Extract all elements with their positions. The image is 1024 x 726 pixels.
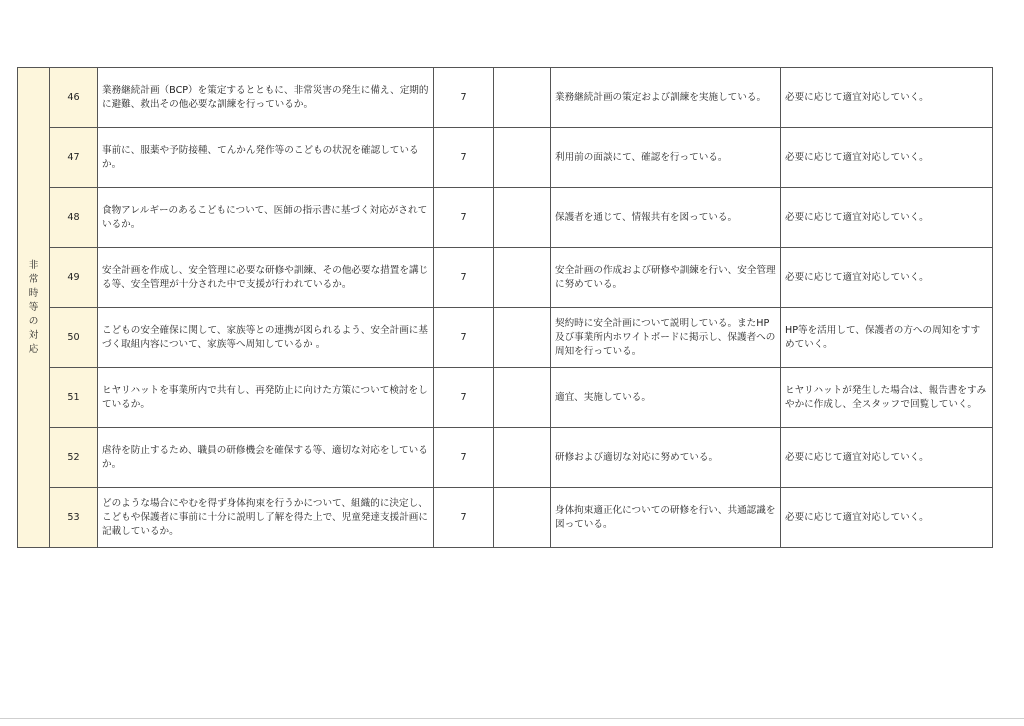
table-row — [18, 428, 993, 488]
plan-text: 必要に応じて適宜対応していく。 — [781, 488, 993, 548]
yes-count: 7 — [434, 488, 494, 548]
plan-text: 必要に応じて適宜対応していく。 — [781, 68, 993, 128]
status-text: 業務継続計画の策定および訓練を実施している。 — [551, 68, 781, 128]
table-row — [18, 68, 993, 128]
status-text: 契約時に安全計画について説明している。またHP及び事業所内ホワイトボードに掲示し、保護者への周知を行っている。 — [551, 308, 781, 368]
question-text: 虐待を防止するため、職員の研修機会を確保する等、適切な対応をしているか。 — [98, 428, 434, 488]
yes-count: 7 — [434, 128, 494, 188]
item-number: 48 — [50, 188, 98, 248]
yes-count: 7 — [434, 428, 494, 488]
question-text: 業務継続計画（BCP）を策定するとともに、非常災害の発生に備え、定期的に避難、救出その他必要な訓練を行っているか。 — [98, 68, 434, 128]
status-text: 適宜、実施している。 — [551, 368, 781, 428]
no-count — [494, 308, 551, 368]
plan-text: 必要に応じて適宜対応していく。 — [781, 428, 993, 488]
item-number: 46 — [50, 68, 98, 128]
yes-count: 7 — [434, 188, 494, 248]
status-text: 研修および適切な対応に努めている。 — [551, 428, 781, 488]
plan-text: 必要に応じて適宜対応していく。 — [781, 188, 993, 248]
status-text: 身体拘束適正化についての研修を行い、共通認識を図っている。 — [551, 488, 781, 548]
table-row — [18, 488, 993, 548]
item-number: 49 — [50, 248, 98, 308]
table-row — [18, 368, 993, 428]
yes-count: 7 — [434, 368, 494, 428]
question-text: 事前に、服薬や予防接種、てんかん発作等のこどもの状況を確認しているか。 — [98, 128, 434, 188]
evaluation-table — [17, 67, 993, 548]
item-number: 50 — [50, 308, 98, 368]
no-count — [494, 428, 551, 488]
no-count — [494, 248, 551, 308]
yes-count: 7 — [434, 308, 494, 368]
item-number: 53 — [50, 488, 98, 548]
no-count — [494, 488, 551, 548]
no-count — [494, 128, 551, 188]
question-text: 安全計画を作成し、安全管理に必要な研修や訓練、その他必要な措置を講じる等、安全管理が十分された中で支援が行われているか。 — [98, 248, 434, 308]
question-text: 食物アレルギーのあるこどもについて、医師の指示書に基づく対応がされているか。 — [98, 188, 434, 248]
table-row — [18, 248, 993, 308]
no-count — [494, 188, 551, 248]
plan-text: 必要に応じて適宜対応していく。 — [781, 128, 993, 188]
table-row — [18, 128, 993, 188]
yes-count: 7 — [434, 68, 494, 128]
table-row — [18, 308, 993, 368]
question-text: こどもの安全確保に関して、家族等との連携が図られるよう、安全計画に基づく取組内容について、家族等へ周知しているか 。 — [98, 308, 434, 368]
section-cell — [18, 68, 50, 548]
item-number: 52 — [50, 428, 98, 488]
item-number: 51 — [50, 368, 98, 428]
no-count — [494, 368, 551, 428]
plan-text: 必要に応じて適宜対応していく。 — [781, 248, 993, 308]
plan-text: HP等を活用して、保護者の方への周知をすすめていく。 — [781, 308, 993, 368]
plan-text: ヒヤリハットが発生した場合は、報告書をすみやかに作成し、全スタッフで回覧していく。 — [781, 368, 993, 428]
status-text: 保護者を通じて、情報共有を図っている。 — [551, 188, 781, 248]
page-bottom-rule — [0, 718, 1024, 719]
item-number: 47 — [50, 128, 98, 188]
question-text: ヒヤリハットを事業所内で共有し、再発防止に向けた方策について検討をしているか。 — [98, 368, 434, 428]
yes-count: 7 — [434, 248, 494, 308]
section-label: 非常時等の対応 — [28, 259, 39, 355]
status-text: 利用前の面談にて、確認を行っている。 — [551, 128, 781, 188]
table-row — [18, 188, 993, 248]
question-text: どのような場合にやむを得ず身体拘束を行うかについて、組織的に決定し、こどもや保護者に事前に十分に説明し了解を得た上で、児童発達支援計画に記載しているか。 — [98, 488, 434, 548]
status-text: 安全計画の作成および研修や訓練を行い、安全管理に努めている。 — [551, 248, 781, 308]
no-count — [494, 68, 551, 128]
